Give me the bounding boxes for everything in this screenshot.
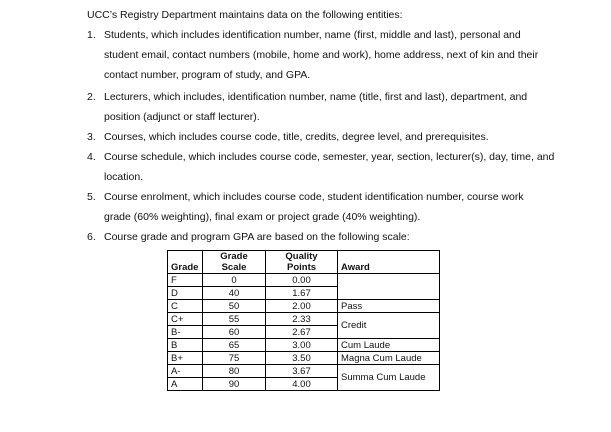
scale-cell: 90 bbox=[203, 378, 266, 391]
list-item-lecturers bbox=[87, 91, 597, 131]
item-number: 2. bbox=[87, 91, 96, 103]
points-cell: 3.50 bbox=[266, 352, 338, 365]
item-number: 3. bbox=[87, 131, 96, 143]
header-grade-scale bbox=[203, 251, 266, 274]
points-cell: 4.00 bbox=[266, 378, 338, 391]
table-row bbox=[168, 274, 440, 287]
points-cell: 3.67 bbox=[266, 365, 338, 378]
points-cell: 2.67 bbox=[266, 326, 338, 339]
header-award: Award bbox=[338, 251, 440, 274]
item-number: 4. bbox=[87, 151, 96, 163]
scale-cell: 60 bbox=[203, 326, 266, 339]
scale-cell: 50 bbox=[203, 300, 266, 313]
table-row bbox=[168, 300, 440, 313]
grade-cell: A bbox=[168, 378, 203, 391]
list-item-course-enrolment bbox=[87, 191, 597, 231]
grade-cell: B- bbox=[168, 326, 203, 339]
list-item-grade-scale bbox=[87, 231, 597, 249]
header-text: Points bbox=[286, 262, 317, 273]
scale-cell: 80 bbox=[203, 365, 266, 378]
points-cell: 0.00 bbox=[266, 274, 338, 287]
points-cell: 2.33 bbox=[266, 313, 338, 326]
table-row bbox=[168, 313, 440, 326]
list-item-students bbox=[87, 29, 597, 89]
item-number: 6. bbox=[87, 231, 96, 243]
item-line: Course enrolment, which includes course code, student identification number, course work bbox=[104, 191, 524, 203]
table-row bbox=[168, 339, 440, 352]
item-line: Lecturers, which includes, identification number, name (title, first and last), department, and bbox=[104, 91, 528, 103]
list-item-courses bbox=[87, 131, 597, 151]
grade-cell: B+ bbox=[168, 352, 203, 365]
scale-cell: 75 bbox=[203, 352, 266, 365]
scale-cell: 0 bbox=[203, 274, 266, 287]
grade-cell: B bbox=[168, 339, 203, 352]
item-line: contact number, program of study, and GPA. bbox=[104, 69, 311, 81]
item-line: student email, contact numbers (mobile, home and work), home address, next of kin and their bbox=[104, 49, 539, 61]
header-text: Scale bbox=[221, 262, 247, 273]
grade-cell: D bbox=[168, 287, 203, 300]
table-row bbox=[168, 352, 440, 365]
grade-cell: A- bbox=[168, 365, 203, 378]
header-quality-points bbox=[266, 251, 338, 274]
item-line: Courses, which includes course code, title, credits, degree level, and prerequisites. bbox=[104, 131, 489, 143]
grade-cell: C+ bbox=[168, 313, 203, 326]
scale-cell: 65 bbox=[203, 339, 266, 352]
award-cell: Cum Laude bbox=[338, 339, 440, 352]
grade-cell: C bbox=[168, 300, 203, 313]
grade-scale-table bbox=[167, 250, 440, 391]
award-cell: Pass bbox=[338, 300, 440, 313]
award-cell: Summa Cum Laude bbox=[338, 365, 440, 391]
item-line: Students, which includes identification number, name (first, middle and last), personal and bbox=[104, 29, 521, 41]
scale-cell: 40 bbox=[203, 287, 266, 300]
item-line: position (adjunct or staff lecturer). bbox=[104, 111, 260, 123]
intro-text: UCC’s Registry Department maintains data on the following entities: bbox=[87, 9, 403, 21]
table-row bbox=[168, 365, 440, 378]
header-text: Quality bbox=[285, 251, 318, 262]
scale-cell: 55 bbox=[203, 313, 266, 326]
item-line: grade (60% weighting), final exam or project grade (40% weighting). bbox=[104, 211, 421, 223]
header-text: Grade bbox=[220, 251, 248, 262]
item-number: 1. bbox=[87, 29, 96, 41]
award-cell bbox=[338, 274, 440, 300]
item-line: Course schedule, which includes course code, semester, year, section, lecturer(s), day, time, and bbox=[104, 151, 555, 163]
award-cell: Magna Cum Laude bbox=[338, 352, 440, 365]
grade-cell: F bbox=[168, 274, 203, 287]
table-header-row bbox=[168, 251, 440, 274]
item-line: Course grade and program GPA are based on the following scale: bbox=[104, 231, 410, 243]
list-item-course-schedule bbox=[87, 151, 597, 191]
item-number: 5. bbox=[87, 191, 96, 203]
header-grade: Grade bbox=[168, 251, 203, 274]
points-cell: 1.67 bbox=[266, 287, 338, 300]
item-line: location. bbox=[104, 171, 144, 183]
points-cell: 2.00 bbox=[266, 300, 338, 313]
points-cell: 3.00 bbox=[266, 339, 338, 352]
award-cell: Credit bbox=[338, 313, 440, 339]
